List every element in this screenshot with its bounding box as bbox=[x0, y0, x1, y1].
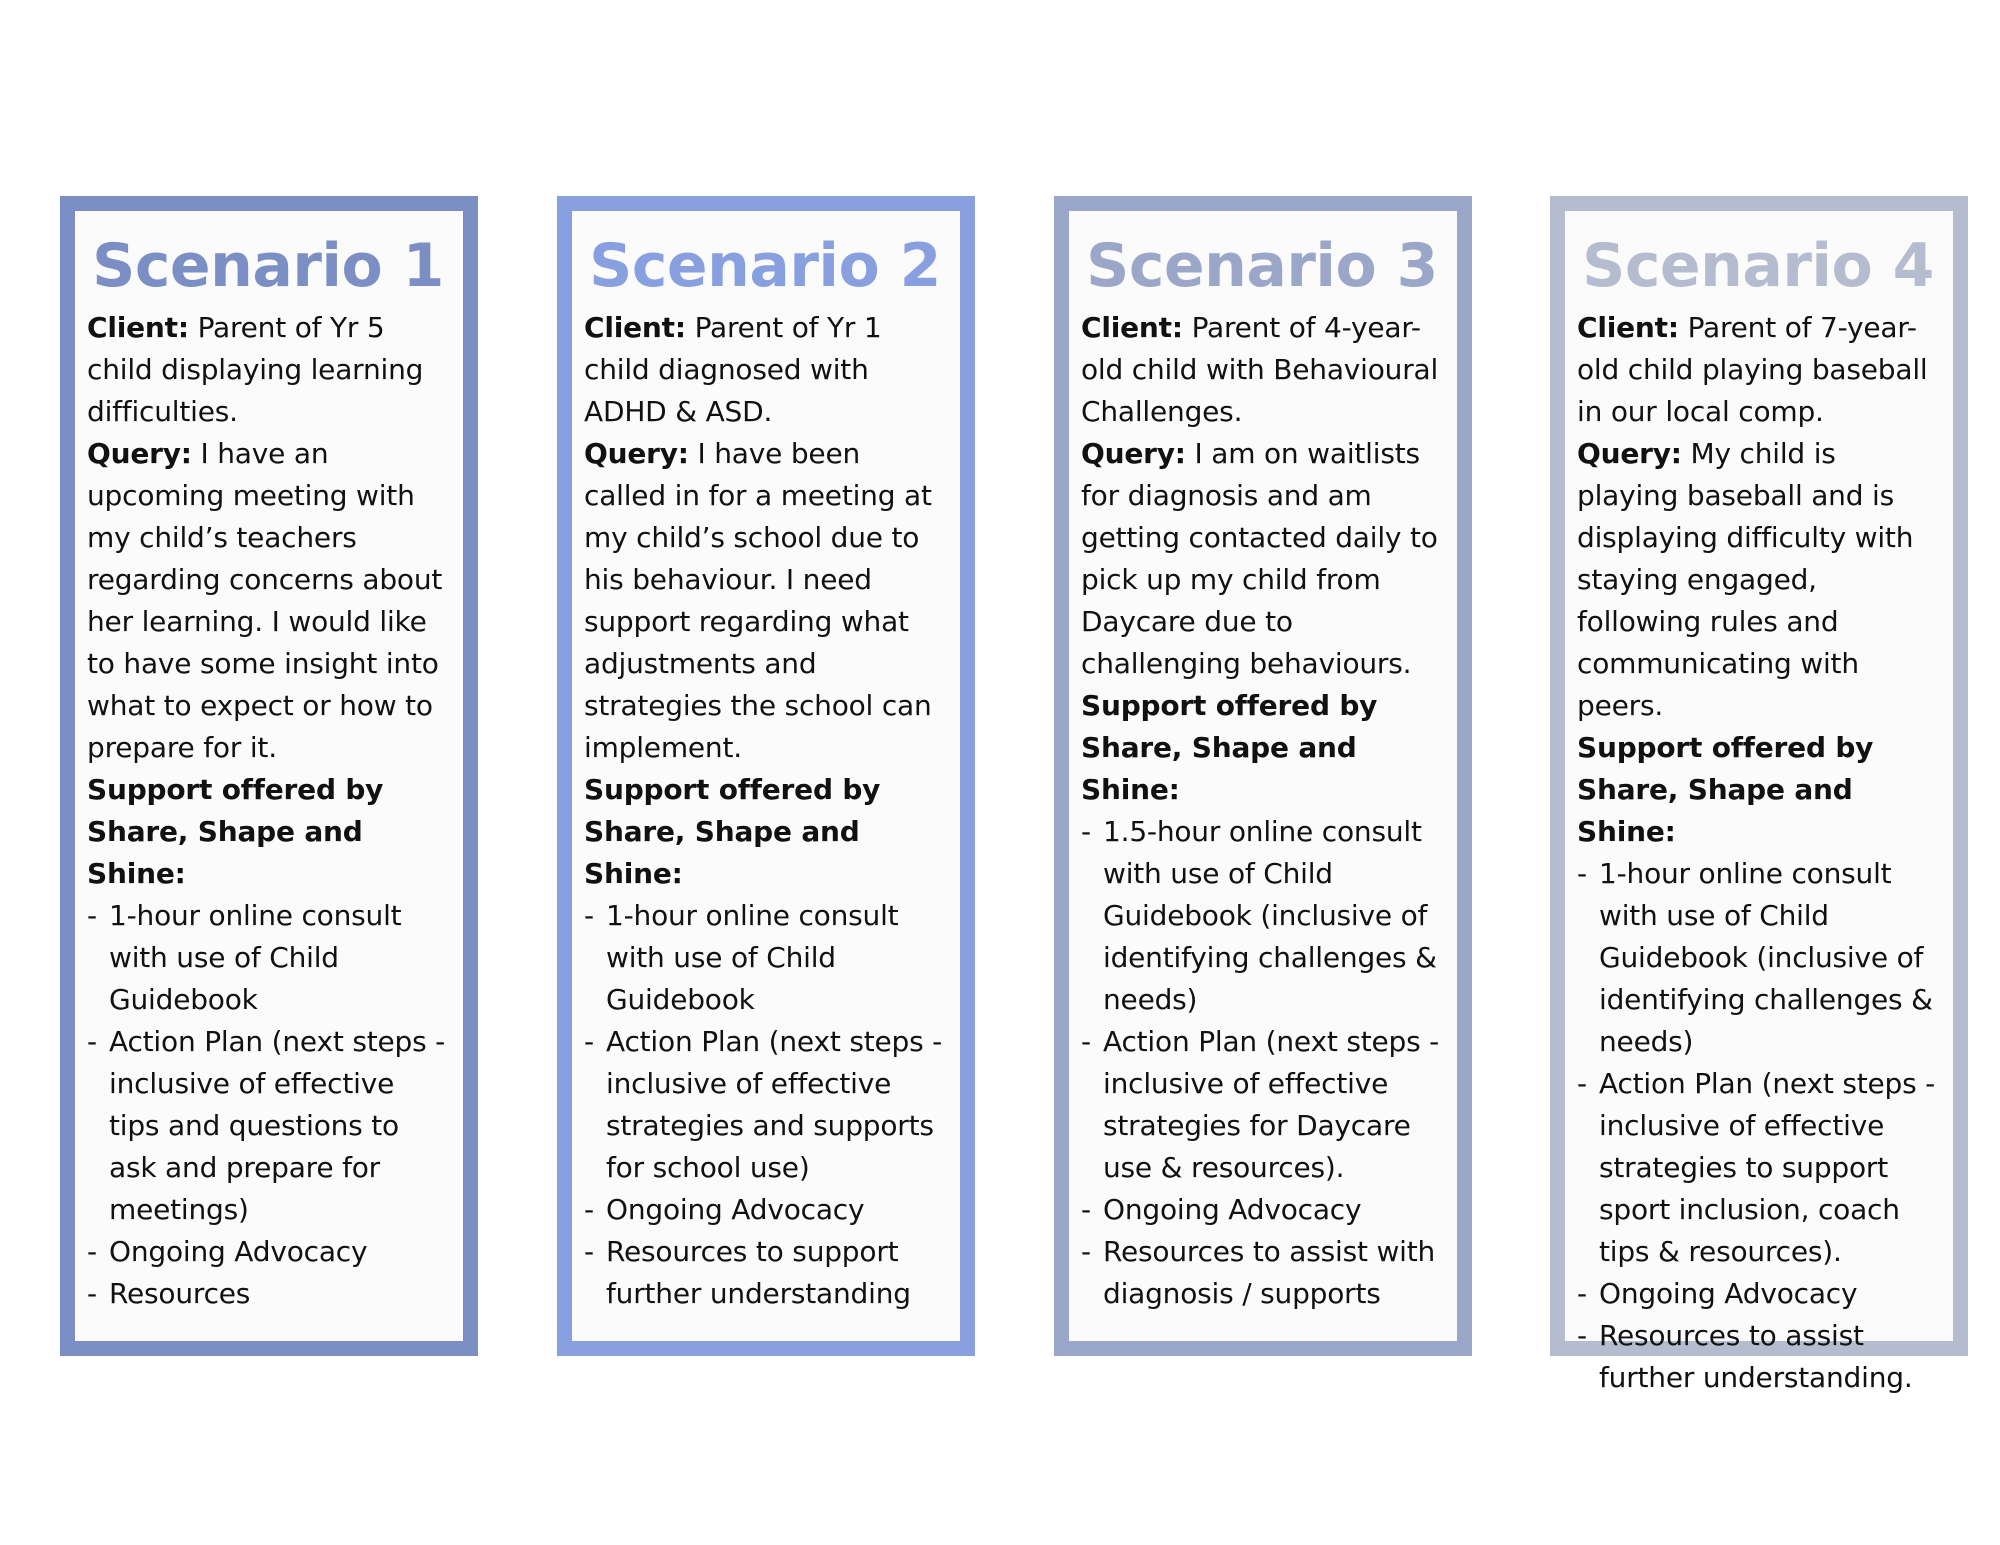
bullet-dash: - bbox=[87, 1235, 97, 1268]
client-text: Parent of 4-year-old child with Behavioural Challenges. bbox=[1081, 311, 1439, 428]
client-label: Client: bbox=[87, 311, 189, 344]
support-item: - Resources to support further understanding bbox=[584, 1231, 946, 1315]
scenario-title: Scenario 3 bbox=[1086, 231, 1438, 301]
support-list bbox=[1081, 811, 1443, 1315]
bullet-dash: - bbox=[584, 1193, 594, 1226]
scenario-body bbox=[584, 307, 946, 1315]
client-paragraph bbox=[584, 307, 946, 433]
support-item: - Ongoing Advocacy bbox=[1577, 1273, 1939, 1315]
scenario-card-1 bbox=[60, 196, 478, 1356]
support-item: - Ongoing Advocacy bbox=[87, 1231, 449, 1273]
support-item: - Action Plan (next steps - inclusive of effective strategies and supports for school use) bbox=[584, 1021, 946, 1189]
support-item: - Ongoing Advocacy bbox=[1081, 1189, 1443, 1231]
bullet-dash: - bbox=[1081, 815, 1091, 848]
bullet-dash: - bbox=[584, 1235, 594, 1268]
query-text: I have an upcoming meeting with my child’s teachers regarding concerns about her learning. I would like to have some insight into what to expect or how to prepare for it. bbox=[87, 437, 443, 764]
query-paragraph bbox=[1081, 433, 1443, 685]
query-label: Query: bbox=[1577, 437, 1682, 470]
client-label: Client: bbox=[584, 311, 686, 344]
bullet-dash: - bbox=[584, 1025, 594, 1058]
bullet-dash: - bbox=[1577, 1319, 1587, 1352]
support-item: - 1-hour online consult with use of Child Guidebook (inclusive of identifying challenges & needs) bbox=[1577, 853, 1939, 1063]
support-list bbox=[87, 895, 449, 1315]
support-list bbox=[1577, 853, 1939, 1399]
bullet-dash: - bbox=[1081, 1193, 1091, 1226]
bullet-dash: - bbox=[584, 899, 594, 932]
client-text: Parent of Yr 5 child displaying learning difficulties. bbox=[87, 311, 424, 428]
client-text: Parent of 7-year-old child playing baseball in our local comp. bbox=[1577, 311, 1928, 428]
query-text: I have been called in for a meeting at my child’s school due to his behaviour. I need support regarding what adjustments and strategies the school can implement. bbox=[584, 437, 932, 764]
scenario-title: Scenario 4 bbox=[1582, 231, 1934, 301]
bullet-dash: - bbox=[87, 1025, 97, 1058]
query-text: My child is playing baseball and is displaying difficulty with staying engaged, following rules and communicating with peers. bbox=[1577, 437, 1914, 722]
scenario-card-4 bbox=[1550, 196, 1968, 1394]
support-item: - Resources to assist further understanding. bbox=[1577, 1315, 1939, 1399]
client-paragraph bbox=[1081, 307, 1443, 433]
query-label: Query: bbox=[584, 437, 689, 470]
support-heading: Support offered by Share, Shape and Shine: bbox=[584, 773, 881, 890]
support-item: - Resources bbox=[87, 1273, 449, 1315]
support-item: - Action Plan (next steps - inclusive of effective strategies for Daycare use & resources). bbox=[1081, 1021, 1443, 1189]
support-item: - 1.5-hour online consult with use of Child Guidebook (inclusive of identifying challenges & needs) bbox=[1081, 811, 1443, 1021]
bullet-dash: - bbox=[1577, 1067, 1587, 1100]
query-paragraph bbox=[584, 433, 946, 769]
bullet-dash: - bbox=[1081, 1025, 1091, 1058]
scenario-body bbox=[1577, 307, 1939, 1399]
bullet-dash: - bbox=[87, 899, 97, 932]
client-paragraph bbox=[1577, 307, 1939, 433]
bullet-dash: - bbox=[1081, 1235, 1091, 1268]
scenario-body bbox=[1081, 307, 1443, 1315]
query-paragraph bbox=[87, 433, 449, 769]
bullet-dash: - bbox=[87, 1277, 97, 1310]
client-text: Parent of Yr 1 child diagnosed with ADHD & ASD. bbox=[584, 311, 882, 428]
client-paragraph bbox=[87, 307, 449, 433]
scenario-card-3 bbox=[1054, 196, 1472, 1356]
query-text: I am on waitlists for diagnosis and am getting contacted daily to pick up my child from Daycare due to challenging behaviours. bbox=[1081, 437, 1438, 680]
support-item: - 1-hour online consult with use of Child Guidebook bbox=[87, 895, 449, 1021]
bullet-dash: - bbox=[1577, 1277, 1587, 1310]
scenario-title: Scenario 2 bbox=[589, 231, 941, 301]
query-label: Query: bbox=[87, 437, 192, 470]
support-item: - 1-hour online consult with use of Child Guidebook bbox=[584, 895, 946, 1021]
support-list bbox=[584, 895, 946, 1315]
query-label: Query: bbox=[1081, 437, 1186, 470]
support-heading: Support offered by Share, Shape and Shine: bbox=[87, 773, 384, 890]
scenario-title: Scenario 1 bbox=[92, 231, 444, 301]
support-item: - Ongoing Advocacy bbox=[584, 1189, 946, 1231]
query-paragraph bbox=[1577, 433, 1939, 727]
support-heading: Support offered by Share, Shape and Shine: bbox=[1081, 689, 1378, 806]
bullet-dash: - bbox=[1577, 857, 1587, 890]
scenario-card-2 bbox=[557, 196, 975, 1356]
client-label: Client: bbox=[1577, 311, 1679, 344]
support-heading: Support offered by Share, Shape and Shine: bbox=[1577, 731, 1874, 848]
scenario-body bbox=[87, 307, 449, 1315]
support-item: - Action Plan (next steps - inclusive of effective strategies to support sport inclusion, coach tips & resources). bbox=[1577, 1063, 1939, 1273]
client-label: Client: bbox=[1081, 311, 1183, 344]
support-item: - Action Plan (next steps - inclusive of effective tips and questions to ask and prepare for meetings) bbox=[87, 1021, 449, 1231]
support-item: - Resources to assist with diagnosis / supports bbox=[1081, 1231, 1443, 1315]
